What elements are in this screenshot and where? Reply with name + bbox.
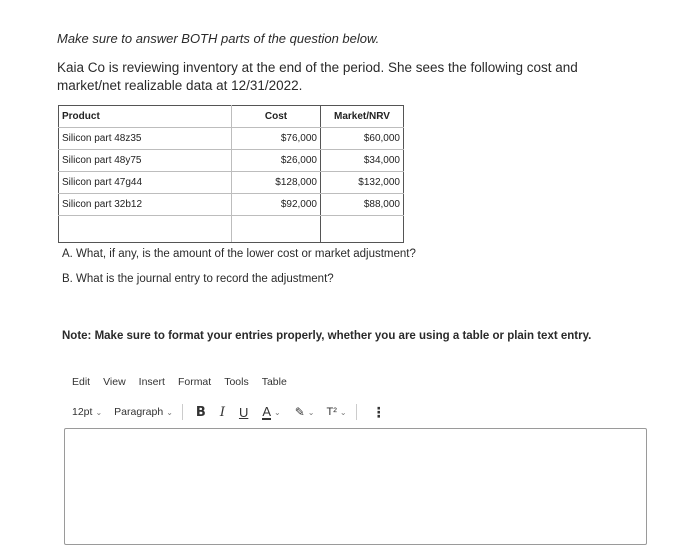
superscript-icon: T² [326,406,337,418]
cell-market: $60,000 [321,128,404,150]
menu-tools[interactable]: Tools [224,376,249,388]
menu-insert[interactable]: Insert [138,376,165,388]
block-format-select[interactable] [114,406,173,418]
cell-product: Silicon part 48z35 [59,128,232,150]
toolbar-divider [356,404,357,420]
font-size-select[interactable] [72,406,102,418]
cell-cost: $128,000 [232,172,321,194]
inventory-table [58,105,404,243]
chevron-down-icon: ⌄ [95,407,103,417]
cell-product: Silicon part 47g44 [59,172,232,194]
question-intro: Make sure to answer BOTH parts of the question below. [57,31,380,46]
italic-button[interactable]: I [219,404,225,420]
text-color-button[interactable] [248,405,280,420]
editor-menubar [72,376,287,388]
table-header-row [59,106,404,128]
format-note: Note: Make sure to format your entries properly, whether you are using a table or plain text entry. [62,330,592,342]
cell-cost: $92,000 [232,194,321,216]
highlight-button[interactable] [281,405,315,419]
answer-text-area[interactable] [64,428,647,545]
more-options-icon[interactable]: ⋮ [371,403,386,420]
table-row [59,128,404,150]
chevron-down-icon: ⌄ [166,407,173,417]
table-row [59,194,404,216]
chevron-down-icon: ⌄ [339,407,347,417]
cell-cost: $26,000 [232,150,321,172]
font-size-value: 12pt [72,406,93,418]
question-setup: Kaia Co is reviewing inventory at the end of the period. She sees the following cost and market/net realizable data at 12/31/2022. [57,60,578,93]
toolbar-divider [182,404,183,420]
question-part-b: B. What is the journal entry to record the adjustment? [62,273,334,285]
cell-cost: $76,000 [232,128,321,150]
question-part-a: A. What, if any, is the amount of the lower cost or market adjustment? [62,248,416,260]
header-cost: Cost [232,106,321,128]
cell-product: Silicon part 32b12 [59,194,232,216]
cell-market: $88,000 [321,194,404,216]
underline-button[interactable]: U [238,404,249,420]
table-row-empty [59,216,404,243]
block-format-value: Paragraph [114,406,164,418]
cell-market [321,216,404,243]
chevron-down-icon: ⌄ [274,407,281,417]
table-row [59,150,404,172]
menu-view[interactable]: View [103,376,126,388]
superscript-button[interactable] [314,406,346,418]
cell-cost [232,216,321,243]
cell-market: $132,000 [321,172,404,194]
menu-edit[interactable]: Edit [72,376,91,388]
menu-table[interactable]: Table [261,376,287,388]
table-row [59,172,404,194]
header-product: Product [59,106,232,128]
editor-toolbar [72,403,386,421]
cell-product: Silicon part 48y75 [59,150,232,172]
header-market: Market/NRV [321,106,404,128]
cell-market: $34,000 [321,150,404,172]
bold-button[interactable]: B [195,404,206,420]
chevron-down-icon: ⌄ [307,407,315,417]
cell-product [59,216,232,243]
menu-format[interactable]: Format [177,376,212,388]
highlight-pen-icon: ✎ [294,405,305,419]
text-color-icon: A [262,403,272,419]
